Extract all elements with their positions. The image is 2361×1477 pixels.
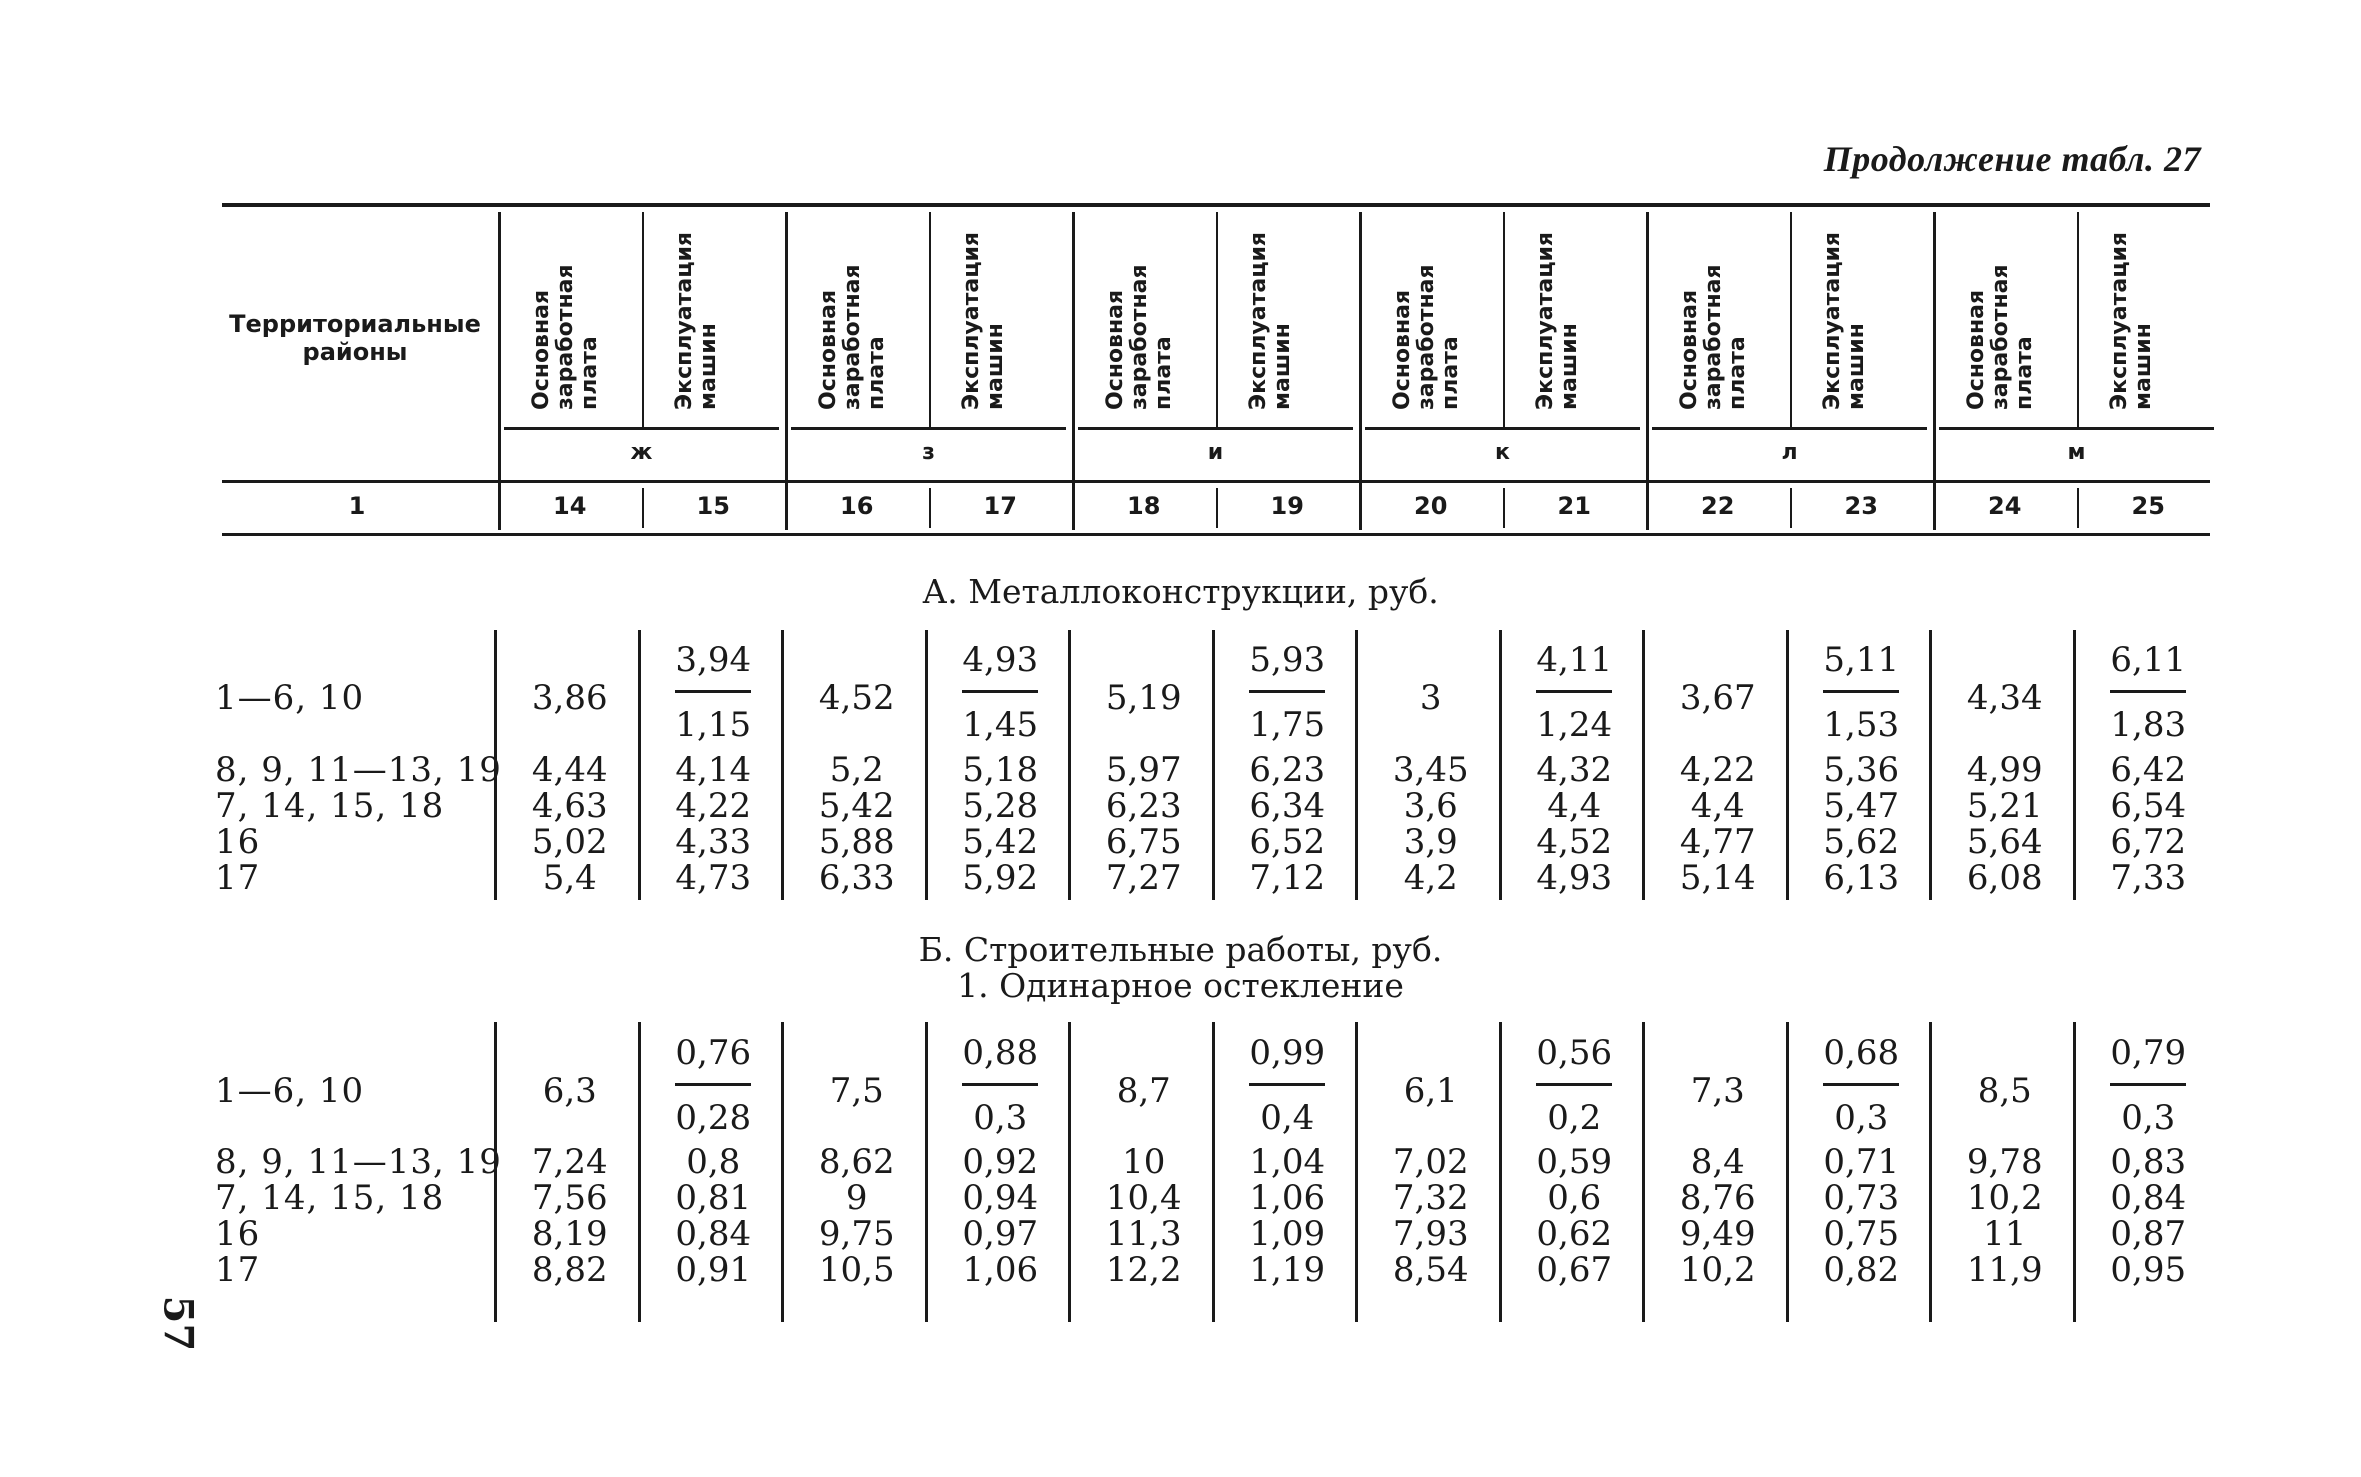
table-cell: 5,47 <box>1823 786 1900 826</box>
table-cell: 5,42 <box>962 822 1039 862</box>
fraction-bar <box>1249 1083 1325 1086</box>
table-cell: 7,02 <box>1392 1142 1469 1182</box>
column-divider <box>1786 630 1789 900</box>
table-cell: 3,86 <box>531 678 608 718</box>
table-cell: 4,22 <box>675 786 752 826</box>
table-cell: 4,32 <box>1536 750 1613 790</box>
basic-salary-header: Основная заработная плата <box>1102 264 1176 410</box>
table-cell: 5,36 <box>1823 750 1900 790</box>
table-cell: 10,2 <box>1679 1250 1756 1290</box>
fraction-cell <box>2083 1033 2213 1138</box>
rule-line <box>222 533 2210 536</box>
table-cell: 5,42 <box>818 786 895 826</box>
district-row-label: 16 <box>215 1214 261 1254</box>
table-cell: 8,7 <box>1116 1071 1171 1111</box>
rule-line <box>222 203 2210 207</box>
table-cell: 1,04 <box>1249 1142 1326 1182</box>
fraction-denominator: 1,45 <box>962 705 1039 745</box>
table-cell: 6,33 <box>818 858 895 898</box>
column-divider <box>498 212 501 530</box>
table-cell: 0,82 <box>1823 1250 1900 1290</box>
basic-salary-header: Основная заработная плата <box>528 264 602 410</box>
district-row-label: 8, 9, 11—13, 19 <box>215 1142 502 1182</box>
rule-line <box>222 480 2210 483</box>
fraction-bar <box>1536 690 1612 693</box>
table-cell: 3,6 <box>1403 786 1458 826</box>
table-cell: 5,62 <box>1823 822 1900 862</box>
table-cell: 8,5 <box>1977 1071 2032 1111</box>
column-divider <box>638 630 641 900</box>
table-cell: 10 <box>1122 1142 1166 1182</box>
table-cell: 4,52 <box>1536 822 1613 862</box>
machine-operation-header: Эксплуатация машин <box>672 231 722 410</box>
table-cell: 8,4 <box>1690 1142 1745 1182</box>
page-number: 57 <box>154 1295 202 1352</box>
table-cell: 7,93 <box>1392 1214 1469 1254</box>
fraction-cell <box>1509 640 1639 745</box>
table-cell: 5,21 <box>1966 786 2043 826</box>
column-number: 18 <box>1127 492 1161 520</box>
table-cell: 5,28 <box>962 786 1039 826</box>
column-divider <box>1355 1022 1358 1322</box>
fraction-cell <box>648 640 778 745</box>
table-cell: 4,4 <box>1547 786 1602 826</box>
column-number: 25 <box>2131 492 2165 520</box>
table-cell: 6,23 <box>1105 786 1182 826</box>
machine-operation-header: Эксплуатация машин <box>1246 231 1296 410</box>
table-cell: 8,54 <box>1392 1250 1469 1290</box>
rule-line <box>1365 427 1640 430</box>
column-number: 15 <box>696 492 730 520</box>
table-cell: 5,18 <box>962 750 1039 790</box>
table-cell: 6,1 <box>1403 1071 1458 1111</box>
group-letter: м <box>2067 440 2086 465</box>
table-cell: 0,81 <box>675 1178 752 1218</box>
fraction-numerator: 0,88 <box>962 1033 1039 1073</box>
fraction-cell <box>648 1033 778 1138</box>
table-cell: 4,33 <box>675 822 752 862</box>
table-cell: 0,62 <box>1536 1214 1613 1254</box>
fraction-bar <box>962 1083 1038 1086</box>
territorial-districts-header: Территориальные районы <box>229 310 481 366</box>
table-cell: 6,3 <box>542 1071 597 1111</box>
rule-line <box>1078 427 1353 430</box>
column-divider <box>1642 1022 1645 1322</box>
column-number: 21 <box>1557 492 1591 520</box>
table-cell: 8,62 <box>818 1142 895 1182</box>
column-divider <box>1068 630 1071 900</box>
column-divider <box>1933 212 1936 530</box>
table-cell: 9,49 <box>1679 1214 1756 1254</box>
fraction-denominator: 1,15 <box>675 705 752 745</box>
table-cell: 0,71 <box>1823 1142 1900 1182</box>
table-cell: 0,59 <box>1536 1142 1613 1182</box>
column-divider <box>925 1022 928 1322</box>
fraction-bar <box>1249 690 1325 693</box>
fraction-bar <box>675 1083 751 1086</box>
table-cell: 0,67 <box>1536 1250 1613 1290</box>
column-divider <box>1929 1022 1932 1322</box>
fraction-bar <box>2110 690 2186 693</box>
fraction-denominator: 1,75 <box>1249 705 1326 745</box>
table-cell: 4,99 <box>1966 750 2043 790</box>
table-cell: 10,4 <box>1105 1178 1182 1218</box>
table-cell: 5,64 <box>1966 822 2043 862</box>
column-divider <box>1790 212 1792 427</box>
fraction-cell <box>1796 640 1926 745</box>
group-letter: к <box>1495 440 1510 465</box>
fraction-denominator: 1,83 <box>2110 705 2187 745</box>
column-number: 23 <box>1844 492 1878 520</box>
district-row-label: 8, 9, 11—13, 19 <box>215 750 502 790</box>
column-number: 19 <box>1270 492 1304 520</box>
table-cell: 5,19 <box>1105 678 1182 718</box>
table-cell: 3,67 <box>1679 678 1756 718</box>
fraction-denominator: 0,2 <box>1547 1098 1602 1138</box>
table-cell: 7,12 <box>1249 858 1326 898</box>
fraction-denominator: 0,3 <box>1834 1098 1889 1138</box>
machine-operation-header: Эксплуатация машин <box>2107 231 2157 410</box>
machine-operation-header: Эксплуатация машин <box>1533 231 1583 410</box>
fraction-bar <box>1536 1083 1612 1086</box>
table-cell: 7,24 <box>531 1142 608 1182</box>
machine-operation-header: Эксплуатация машин <box>1820 231 1870 410</box>
column-divider <box>785 212 788 530</box>
fraction-numerator: 5,93 <box>1249 640 1326 680</box>
table-cell: 3 <box>1419 678 1442 718</box>
table-cell: 5,88 <box>818 822 895 862</box>
column-divider <box>781 630 784 900</box>
table-cell: 6,75 <box>1105 822 1182 862</box>
table-cell: 5,4 <box>542 858 597 898</box>
table-cell: 0,87 <box>2110 1214 2187 1254</box>
section-subtitle: 1. Одинарное остекление <box>957 966 1404 1005</box>
column-number: 20 <box>1414 492 1448 520</box>
table-cell: 6,54 <box>2110 786 2187 826</box>
table-cell: 0,83 <box>2110 1142 2187 1182</box>
column-divider <box>1929 630 1932 900</box>
table-cell: 3,45 <box>1392 750 1469 790</box>
fraction-cell <box>1509 1033 1639 1138</box>
column-divider <box>929 212 931 427</box>
fraction-bar <box>675 690 751 693</box>
table-cell: 6,72 <box>2110 822 2187 862</box>
table-cell: 8,82 <box>531 1250 608 1290</box>
district-row-label: 7, 14, 15, 18 <box>215 786 445 826</box>
rule-line <box>791 427 1066 430</box>
table-cell: 6,52 <box>1249 822 1326 862</box>
table-cell: 5,97 <box>1105 750 1182 790</box>
fraction-numerator: 0,79 <box>2110 1033 2187 1073</box>
district-row-label: 7, 14, 15, 18 <box>215 1178 445 1218</box>
fraction-numerator: 4,93 <box>962 640 1039 680</box>
table-cell: 0,75 <box>1823 1214 1900 1254</box>
table-cell: 5,92 <box>962 858 1039 898</box>
table-cell: 4,4 <box>1690 786 1745 826</box>
section-title: Б. Строительные работы, руб. <box>918 930 1443 969</box>
table-cell: 0,8 <box>686 1142 741 1182</box>
group-letter: л <box>1781 440 1798 465</box>
table-cell: 4,34 <box>1966 678 2043 718</box>
table-cell: 4,2 <box>1403 858 1458 898</box>
column-divider <box>925 630 928 900</box>
basic-salary-header: Основная заработная плата <box>1676 264 1750 410</box>
district-row-label: 1—6, 10 <box>215 678 365 718</box>
table-cell: 4,93 <box>1536 858 1613 898</box>
table-cell: 1,09 <box>1249 1214 1326 1254</box>
column-divider <box>1359 212 1362 530</box>
rule-line <box>1939 427 2214 430</box>
section-title: А. Металлоконструкции, руб. <box>922 572 1439 611</box>
fraction-cell <box>1222 1033 1352 1138</box>
fraction-numerator: 3,94 <box>675 640 752 680</box>
fraction-numerator: 0,99 <box>1249 1033 1326 1073</box>
table-cell: 4,73 <box>675 858 752 898</box>
column-number: 17 <box>983 492 1017 520</box>
table-cell: 0,73 <box>1823 1178 1900 1218</box>
table-cell: 11,3 <box>1105 1214 1182 1254</box>
fraction-cell <box>935 1033 1065 1138</box>
table-cell: 8,76 <box>1679 1178 1756 1218</box>
fraction-denominator: 1,53 <box>1823 705 1900 745</box>
column-divider <box>781 1022 784 1322</box>
table-cell: 7,32 <box>1392 1178 1469 1218</box>
table-cell: 9,78 <box>1966 1142 2043 1182</box>
table-cell: 6,34 <box>1249 786 1326 826</box>
table-cell: 6,42 <box>2110 750 2187 790</box>
column-number: 16 <box>840 492 874 520</box>
fraction-numerator: 0,68 <box>1823 1033 1900 1073</box>
column-divider <box>1212 630 1215 900</box>
table-cell: 9 <box>845 1178 868 1218</box>
fraction-cell <box>935 640 1065 745</box>
column-divider <box>1499 1022 1502 1322</box>
table-cell: 6,08 <box>1966 858 2043 898</box>
table-cell: 7,33 <box>2110 858 2187 898</box>
district-row-label: 17 <box>215 1250 261 1290</box>
column-divider <box>1068 1022 1071 1322</box>
column-number: 24 <box>1988 492 2022 520</box>
table-cell: 0,95 <box>2110 1250 2187 1290</box>
column-divider <box>2073 1022 2076 1322</box>
table-cell: 0,84 <box>675 1214 752 1254</box>
fraction-numerator: 4,11 <box>1536 640 1613 680</box>
table-cell: 0,6 <box>1547 1178 1602 1218</box>
rule-line <box>504 427 779 430</box>
fraction-denominator: 0,4 <box>1260 1098 1315 1138</box>
column-divider <box>2077 212 2079 427</box>
fraction-cell <box>1796 1033 1926 1138</box>
column-divider <box>1072 212 1075 530</box>
column-divider <box>1646 212 1649 530</box>
column-divider <box>1786 1022 1789 1322</box>
fraction-denominator: 0,3 <box>973 1098 1028 1138</box>
fraction-numerator: 0,76 <box>675 1033 752 1073</box>
table-cell: 4,77 <box>1679 822 1756 862</box>
column-divider <box>642 212 644 427</box>
basic-salary-header: Основная заработная плата <box>1389 264 1463 410</box>
fraction-cell <box>2083 640 2213 745</box>
table-cell: 0,91 <box>675 1250 752 1290</box>
table-cell: 11,9 <box>1966 1250 2043 1290</box>
table-cell: 6,13 <box>1823 858 1900 898</box>
table-cell: 4,14 <box>675 750 752 790</box>
column-number: 14 <box>553 492 587 520</box>
fraction-bar <box>1823 690 1899 693</box>
table-cell: 7,3 <box>1690 1071 1745 1111</box>
table-cell: 4,22 <box>1679 750 1756 790</box>
table-cell: 10,2 <box>1966 1178 2043 1218</box>
column-divider <box>638 1022 641 1322</box>
column-divider <box>1499 630 1502 900</box>
fraction-denominator: 0,3 <box>2121 1098 2176 1138</box>
table-cell: 0,84 <box>2110 1178 2187 1218</box>
fraction-denominator: 0,28 <box>675 1098 752 1138</box>
table-cell: 11 <box>1983 1214 2027 1254</box>
table-cell: 4,52 <box>818 678 895 718</box>
table-cell: 4,63 <box>531 786 608 826</box>
column-divider <box>1355 630 1358 900</box>
column-divider <box>1216 212 1218 427</box>
table-cell: 1,06 <box>1249 1178 1326 1218</box>
table-cell: 12,2 <box>1105 1250 1182 1290</box>
group-letter: и <box>1207 440 1224 465</box>
basic-salary-header: Основная заработная плата <box>1963 264 2037 410</box>
column-divider <box>1212 1022 1215 1322</box>
table-cell: 9,75 <box>818 1214 895 1254</box>
basic-salary-header: Основная заработная плата <box>815 264 889 410</box>
table-cell: 4,44 <box>531 750 608 790</box>
fraction-numerator: 0,56 <box>1536 1033 1613 1073</box>
table-cell: 0,92 <box>962 1142 1039 1182</box>
table-cell: 0,97 <box>962 1214 1039 1254</box>
table-cell: 7,56 <box>531 1178 608 1218</box>
table-cell: 5,2 <box>829 750 884 790</box>
rule-line <box>1652 427 1927 430</box>
column-divider <box>2073 630 2076 900</box>
table-cell: 10,5 <box>818 1250 895 1290</box>
machine-operation-header: Эксплуатация машин <box>959 231 1009 410</box>
fraction-bar <box>2110 1083 2186 1086</box>
column-number: 1 <box>348 492 366 520</box>
column-divider <box>1503 212 1505 427</box>
fraction-denominator: 1,24 <box>1536 705 1613 745</box>
fraction-cell <box>1222 640 1352 745</box>
table-cell: 8,19 <box>531 1214 608 1254</box>
table-cell: 7,5 <box>829 1071 884 1111</box>
table-cell: 6,23 <box>1249 750 1326 790</box>
column-divider <box>1642 630 1645 900</box>
fraction-numerator: 6,11 <box>2110 640 2187 680</box>
district-row-label: 17 <box>215 858 261 898</box>
table-cell: 3,9 <box>1403 822 1458 862</box>
table-continuation-caption: Продолжение табл. 27 <box>1823 139 2201 179</box>
table-cell: 1,19 <box>1249 1250 1326 1290</box>
district-row-label: 16 <box>215 822 261 862</box>
column-number: 22 <box>1701 492 1735 520</box>
fraction-bar <box>1823 1083 1899 1086</box>
table-cell: 5,02 <box>531 822 608 862</box>
fraction-numerator: 5,11 <box>1823 640 1900 680</box>
table-cell: 7,27 <box>1105 858 1182 898</box>
district-row-label: 1—6, 10 <box>215 1071 365 1111</box>
group-letter: з <box>922 440 935 465</box>
table-cell: 1,06 <box>962 1250 1039 1290</box>
group-letter: ж <box>630 440 653 465</box>
table-cell: 5,14 <box>1679 858 1756 898</box>
table-cell: 0,94 <box>962 1178 1039 1218</box>
fraction-bar <box>962 690 1038 693</box>
